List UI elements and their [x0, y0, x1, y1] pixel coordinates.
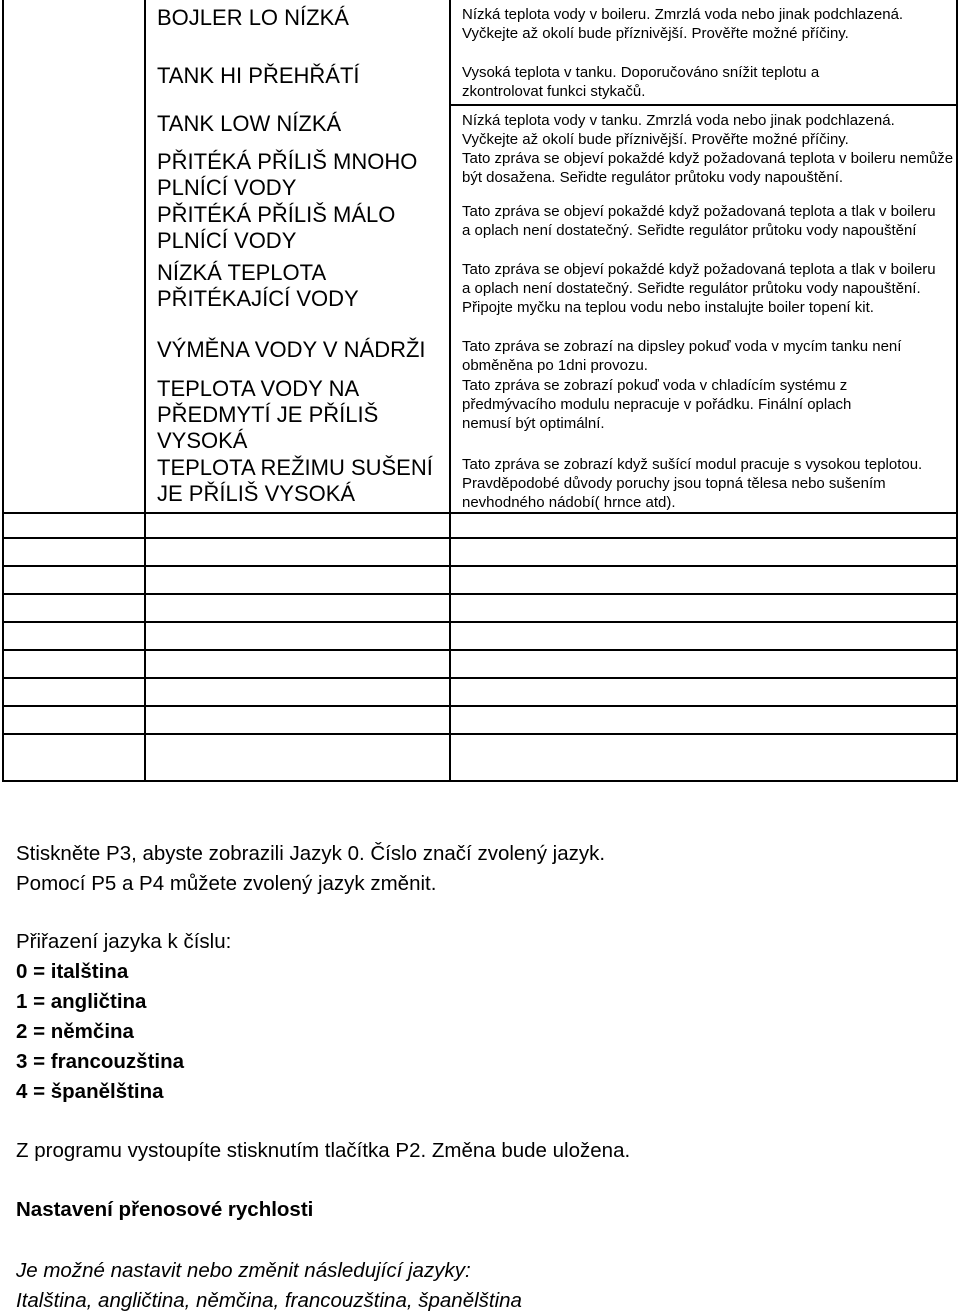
error-code: VÝMĚNA VODY V NÁDRŽI — [157, 337, 426, 362]
table-row-divider — [2, 677, 958, 679]
language-list — [16, 957, 184, 1107]
instruction-line: Pomocí P5 a P4 můžete zvolený jazyk změnit. — [16, 872, 437, 895]
language-assignment-heading: Přiřazení jazyka k číslu: — [16, 930, 232, 953]
error-description: Tato zpráva se zobrazí pokuď voda v chladícím systému z předmývacího modulu nepracuje v pořádku. Finální oplach nemusí být optimální. — [462, 377, 852, 432]
error-code: NÍZKÁ TEPLOTA PŘITÉKAJÍCÍ VODY — [157, 260, 359, 311]
table-row-divider — [449, 104, 958, 106]
error-code: PŘITÉKÁ PŘÍLIŠ MÁLO PLNÍCÍ VODY — [157, 202, 396, 253]
table-border-right — [956, 0, 958, 782]
languages-note: Je možné nastavit nebo změnit následující jazyky: — [16, 1259, 471, 1282]
error-description: Tato zpráva se objeví pokaždé když požadovaná teplota a tlak v boileru a oplach není dostatečný. Seřidte regulátor průtoku vody napouštění — [462, 203, 936, 239]
error-description: Tato zpráva se objeví pokaždé když požadovaná teplota a tlak v boileru a oplach není dostatečný. Seřidte regulátor průtoku vody napouštění. Připojte myčku na teplou vodu nebo instalujte boiler topení kit. — [462, 261, 936, 316]
language-item: 0 = italština — [16, 960, 129, 983]
table-row-divider — [2, 649, 958, 651]
error-description: Tato zpráva se zobrazí na dipsley pokuď voda v mycím tanku není obměněna po 1dni provozu. — [462, 338, 902, 374]
error-description: Tato zpráva se objeví pokaždé když požadovaná teplota v boileru nemůže být dosažena. Seřidte regulátor průtoku vody napouštění. — [462, 150, 954, 186]
error-description: Nízká teplota vody v boileru. Zmrzlá voda nebo jinak podchlazená. Vyčkejte až okolí bude příznivější. Prověřte možné příčiny. — [462, 6, 904, 42]
table-row-divider — [2, 733, 958, 735]
table-row-divider — [2, 705, 958, 707]
table-row-divider — [2, 512, 958, 514]
error-code: TANK LOW NÍZKÁ — [157, 111, 342, 136]
error-description: Nízká teplota vody v tanku. Zmrzlá voda nebo jinak podchlazená. Vyčkejte až okolí bude příznivější. Prověřte možné příčiny. — [462, 112, 895, 148]
table-border-bottom — [2, 780, 958, 782]
section-heading: Nastavení přenosové rychlosti — [16, 1198, 314, 1221]
languages-note: Italština, angličtina, němčina, francouzština, španělština — [16, 1289, 522, 1312]
error-code: TEPLOTA VODY NA PŘEDMYTÍ JE PŘÍLIŠ VYSOKÁ — [157, 376, 379, 453]
table-row-divider — [2, 565, 958, 567]
error-description: Vysoká teplota v tanku. Doporučováno snížit teplotu a zkontrolovat funkci stykačů. — [462, 64, 820, 100]
error-code: TANK HI PŘEHŘÁTÍ — [157, 63, 360, 88]
language-item: 3 = francouzština — [16, 1050, 185, 1073]
table-row-divider — [2, 537, 958, 539]
language-item: 1 = angličtina — [16, 990, 147, 1013]
table-row-divider — [2, 621, 958, 623]
error-code: BOJLER LO NÍZKÁ — [157, 5, 349, 30]
exit-instruction: Z programu vystoupíte stisknutím tlačítka P2. Změna bude uložena. — [16, 1139, 631, 1162]
table-row-divider — [2, 593, 958, 595]
table-divider — [144, 0, 146, 782]
instruction-line: Stiskněte P3, abyste zobrazili Jazyk 0. Číslo značí zvolený jazyk. — [16, 842, 606, 865]
table-divider — [449, 0, 451, 782]
error-code: TEPLOTA REŽIMU SUŠENÍ JE PŘÍLIŠ VYSOKÁ — [157, 455, 433, 506]
error-description: Tato zpráva se zobrazí když sušící modul pracuje s vysokou teplotou. Pravděpodobé důvody poruchy jsou topná tělesa nebo sušením nevhodného nádobí( hrnce atd). — [462, 456, 923, 511]
language-item: 4 = španělština — [16, 1080, 164, 1103]
table-border-left — [2, 0, 4, 782]
language-item: 2 = němčina — [16, 1020, 134, 1043]
error-code: PŘITÉKÁ PŘÍLIŠ MNOHO PLNÍCÍ VODY — [157, 149, 418, 200]
